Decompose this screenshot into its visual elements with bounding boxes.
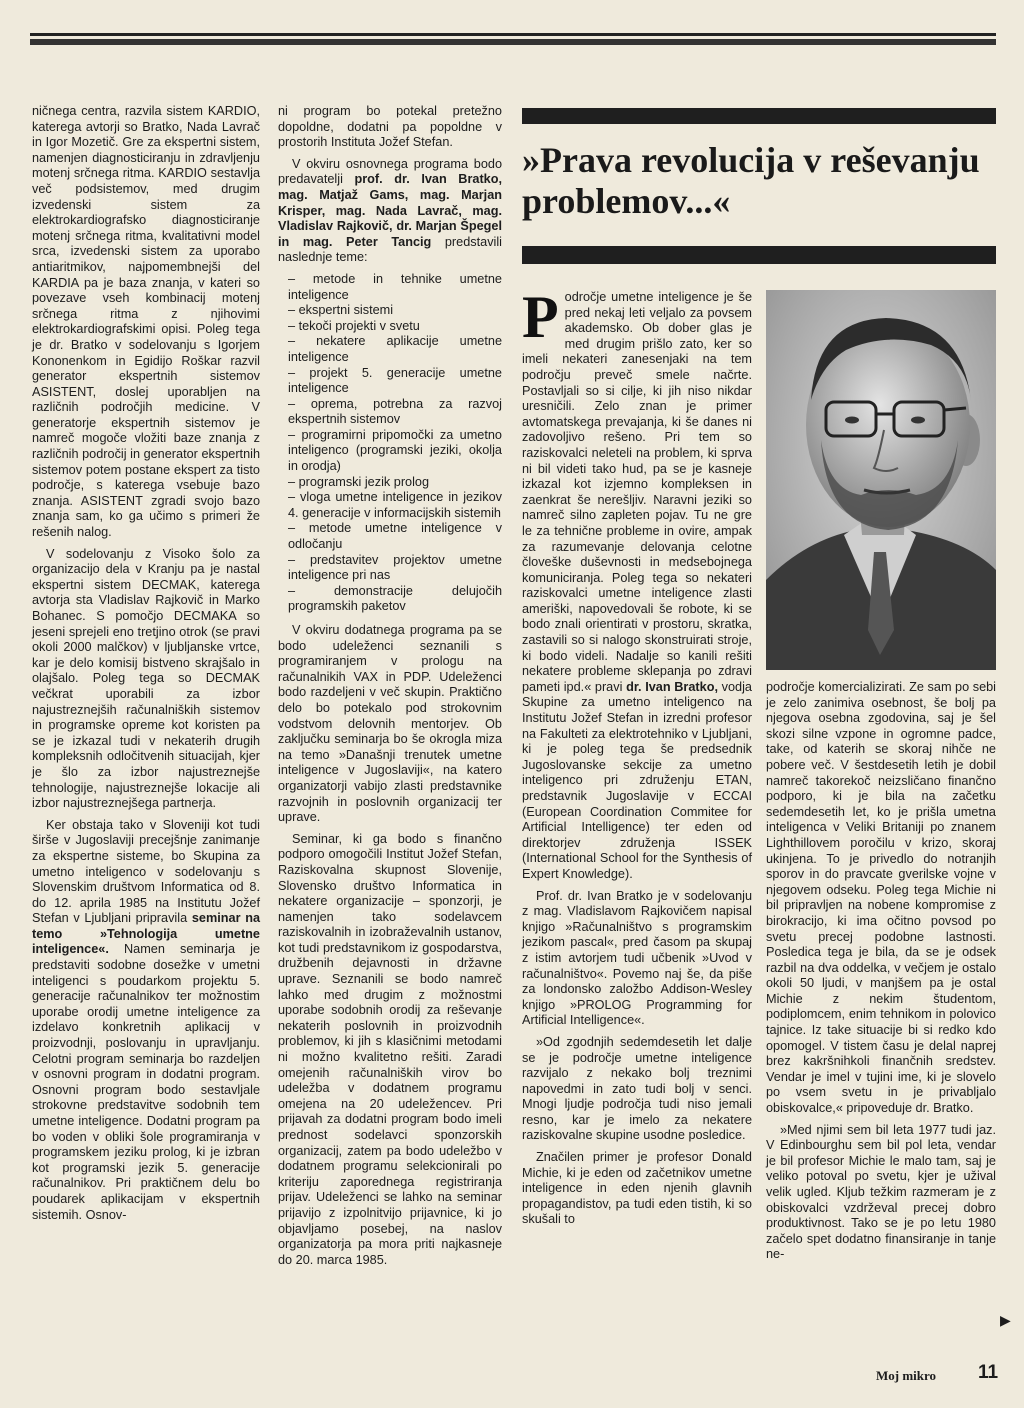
list-item: – programski jezik prolog	[288, 474, 430, 489]
list-item: – programirni pripomočki za umetno inteligenco (programski jeziki, okolja in orodja)	[288, 427, 502, 474]
paragraph	[278, 157, 502, 266]
paragraph: »Od zgodnjih sedemdesetih let dalje se je področje umetne inteligence razvijalo z nekako bolj treznimi napovedmi in zato tudi bolj v senci. Mnogi ljudje področja tudi niso jemali resno, kar je imelo za nekatere raziskovalne skupine usodne posledice.	[522, 1034, 752, 1143]
list-item: – vloga umetne inteligence in jezikov 4. generacije v informacijskih sistemih	[288, 490, 502, 520]
paragraph: »Med njimi sem bil leta 1977 tudi jaz. V Edinbourghu sem bil pol leta, vendar je bil profesor Michie le malo tam, saj je veliko potoval po svetu, kjer je užival velik ugled. Kljub težkim razmeram je z obiskovalci vzdrževal precej dobro produktivnost. Tako se je po letu 1980 začelo spet dodatno finansiranje in tanje ne-	[766, 1122, 996, 1262]
lecturer-names: prof. dr. Ivan Bratko, mag. Matjaž Gams, mag. Marjan Krisper, mag. Nada Lavrač, mag. Vladislav Rajkovič, dr. Marjan Špegel in mag. Peter Tancig	[278, 172, 502, 249]
interviewee-name: dr. Ivan Bratko,	[626, 679, 718, 694]
text-run: V okviru osnovnega programa bodo predavatelji	[278, 156, 502, 187]
list-item: – demonstracije delujočih programskih paketov	[288, 583, 502, 614]
text-run: odročje umetne inteligence je še pred nekaj leti veljalo za povsem akademsko. Ob dober glas je med drugim prišlo zato, ker so imeli nekateri zanesenjaki na tem področju preveč smele načrte. Postavljali so si cilje, ki jih niso nikdar uresničili. Zelo znan je primer avtomatskega prevajanja, ki še danes ni zadovoljivo rešeno. Pri tem so raziskovalci neleteli na problem, ki sprva ni bil videti tako hud, pa se je kasneje izkazal kot izjemno kompleksen in zaenkrat še nerešljiv. Naravni jeziki so namreč silno zapleten pojav. Tu ne gre le za tehnične probleme in ovire, ampak za razumevanje delovanja celotne človeške duševnosti in medsebojnega komuniciranja. Poleg tega so nekateri raziskovalci umetne inteligence zlasti ameriški, napovedovali še robote, ki se bodo znali orientirati v prostoru, skratka, zastavili so si nalogo skonstruirati stroje, ki bodo videli. Nadalje so kanili rešiti nekatere probleme sklepanja po zdravi pameti ipd.« pravi	[522, 290, 752, 694]
paragraph: Prof. dr. Ivan Bratko je v sodelovanju z mag. Vladislavom Rajkovičem napisal knjigo »Računalništvo s programskim jezikom pascal«, pred časom pa skupaj z istim avtorjem tudi učbenik »Uvod v računalništvo«. Povemo naj še, da piše za londonsko založbo Addison-Wesley knjigo »PROLOG Programming for Artificial Intelligence«.	[522, 888, 752, 1028]
column-2	[278, 104, 502, 1274]
list-item: – tekoči projekti v svetu	[288, 318, 420, 333]
column-4	[766, 680, 996, 1269]
paragraph	[522, 284, 752, 883]
seminar-title: seminar na temo »Tehnologija umetne inteligence«.	[32, 911, 261, 957]
list-item: – metode umetne inteligence v odločanju	[288, 521, 502, 552]
text-run: Namen seminarja je predstaviti sodobne dosežke v umetni inteligenci s poudarkom projektu 5. generacije računalnikov ter možnostim uporabe orodij umetne inteligence za izdelavo konkretnih aplikacij v proizvodnji, poslovanju in upravljanju. Celotni program seminarja bo razdeljen v osnovni program in dodatni program. Osnovni program bodo sestavljale strokovne predstavitve sodobnih tem umetne inteligence. Dodatni program pa bo voden v obliki šole programiranja v programskem jeziku prolog, ki je izbran kot programski jezik 5. generacije računalnikov. Pri praktičnem delu bo poudarek aplikacijam v ekspertnih sistemih. Osnov-	[32, 942, 260, 1222]
paragraph: V okviru dodatnega programa pa se bodo udeleženci seznanili s programiranjem v prologu na računalnikih VAX in PDP. Udeleženci bodo razdeljeni v več skupin. Praktično delo bo potekalo pod strokovnim vodstvom delovnih mentorjev. Ob zaključku seminarja bo še okrogla miza na temo »Današnji trenutek umetne inteligence v Jugoslaviji«, na katero organizatorji vabijo zlasti predstavnike razvojnih in poslovnih organizacij ter uprave.	[278, 623, 502, 825]
paragraph: ničnega centra, razvila sistem KARDIO, katerega avtorji so Bratko, Nada Lavrač in Igor Mozetič. Gre za ekspertni sistem, namenjen diagnosticiranju in zdravljenju motenj srčnega ritma. KARDIO sestavlja več podsistemov, med drugim izvedenski sistem za elektrokardiografsko diagnosticiranje motenj srčnega ritma, kvalitativni model srca, izvedenski sistem za uporabo antiaritmikov, najpomembnejši del KARDIA pa je baza znanja, v kateri so povezave vseh kombinacij motenj srčnega ritma z njihovimi elektrokardiografskimi opisi. Poleg tega je dr. Bratko v sodelovanju s Igorjem Kononenkom in Egidijo Roškar razvil generator ekspertnih sistemov ASISTENT, doslej uporabljen na različnih področjih medicine. V generatorje ekspertnih sistemov je namreč mogoče vložiti baze znanja z različnih področij in generator ekspertnih sistemov potem postane ekspert za tisto področje, s katerega vsebuje bazo znanja. ASISTENT zgradi svojo bazo znanja sam, ko ga učimo s primeri že rešenih nalog.	[32, 104, 260, 540]
list-item: – metode in tehnike umetne inteligence	[288, 271, 502, 302]
continue-arrow-icon: ▶	[1000, 1312, 1011, 1328]
headline-bar-top	[522, 108, 996, 124]
topic-list	[278, 272, 502, 615]
list-item: – ekspertni sistemi	[288, 303, 394, 318]
drop-cap: P	[522, 284, 559, 350]
headline: »Prava revolucija v reševanju problemov...«	[522, 140, 980, 221]
list-item: – nekatere aplikacije umetne inteligence	[288, 334, 502, 364]
text-run: Ker obstaja tako v Sloveniji kot tudi širše v Jugoslaviji precejšnje zanimanje za ekspertne sisteme, bo Skupina za umetno inteligenco v sodelovanju s Slovenskim društvom Informatica od 8. do 12. aprila 1985 na Institutu Jožef Stefan v Ljubljani pripravila	[32, 817, 260, 926]
paragraph: ni program bo potekal pretežno dopoldne, dodatni pa popoldne v prostorih Instituta Jožef Stefan.	[278, 104, 502, 150]
top-rule-thick	[30, 39, 996, 45]
column-3	[522, 284, 752, 1234]
top-rule	[30, 33, 996, 36]
magazine-name: Moj mikro	[876, 1368, 937, 1383]
text-run: vodja Skupine za umetno inteligenco na Institutu Jožef Stefan in izredni profesor na Fakulteti za elektrotehniko v Ljubljani, ki je poleg tega še predsednik Jugoslovanske sekcije za umetno inteligenco pri združenju ETAN, predstavnik Jugoslavije v ECCAI (European Coordination Commitee for Artificial Intelligence) ter eden od direktorjev združenja ISSEK (International School for the Synthesis of Expert Knowledge).	[522, 679, 752, 881]
paragraph: Značilen primer je profesor Donald Michie, ki je eden od začetnikov umetne inteligence in eden njenih glavnih propagandistov, pa tudi eden tistih, ki so skušali to	[522, 1150, 752, 1227]
page-number: 11	[978, 1362, 999, 1383]
paragraph: Seminar, ki ga bodo s finančno podporo omogočili Institut Jožef Stefan, Raziskovalna skupnost Slovenije, Slovensko društvo Informatica in nekatere organizacije – sponzorji, je namenjen tako sodelavcem raziskovalnih in izobraževalnih ustanov, kot tudi predstavnikom iz gospodarstva, družbenih dejavnosti in državne uprave. Seznanili se bodo namreč lahko med drugim z možnostmi uporabe sodobnih orodij za reševanje nekaterih poslovnih in proizvodnih problemov, ki jih s klasičnimi metodami ni možno kvalitetno rešiti. Zaradi omejenih računalniških virov bo udeležba v dodatnem programu omejena na 20 udeležencev. Pri prijavah za dodatni program bodo imeli prednost sodelavci sponzorskih organizacij, zatem pa bodo udeležbo v dodatnem programu selekcionirali po kriteriju zaporednega registriranja prijav. Udeleženci se lahko na seminar prijavijo z izpolnitvijo prijavnice, ki jo objavljamo posebej, na naslov organizatorja pa mora priti najkasneje do 20. marca 1985.	[278, 831, 502, 1267]
list-item: – projekt 5. generacije umetne inteligence	[288, 365, 502, 396]
column-1	[32, 104, 260, 1229]
paragraph: področje komercializirati. Ze sam po sebi je zelo zanimiva osebnost, še bolj pa njegova osebna zgodovina, saj je šel skozi silne vzpone in ogromne padce, take, od katerih se skoraj nihče ne pobere več. V šestdesetih letih je dobil namreč takorekoč neizsličano finančno podporo, ki je bila na začetku sedemdesetih let, ko je prišla umetna inteligenca v Veliki Britaniji po znanem Lighthillovem poročilu v krizo, skoraj ukinjena. To je privedlo do notranjih sporov in do pravcate gverilske vojne v njegovem odseku. Poleg tega Michie ni bil pripravljen na nobene kompromise z birokracijo, ki ima očitno povsod po svetu precej podobne lastnosti. Posledica tega je bila, da se je odsek razbil na dva oddelka, v večjem je ostalo okoli 50 ljudi, v manjšem pa je ostal Michie z nekim študentom, podiplomcem, enim tehnikom in polovico tajnice. Iz take situacije bi si redko kdo opomogel. V tistem času je delal naprej brez kakršnihkoli finančnih sredstev. Vendar je imel v tujini ime, ki je slovelo po vsem svetu in je privabljalo obiskovalce,« pripoveduje dr. Bratko.	[766, 680, 996, 1116]
paragraph: V sodelovanju z Visoko šolo za organizacijo dela v Kranju pa je nastal ekspertni sistem DECMAK, katerega avtorja sta Vladislav Rajkovič in Marko Bohanec. S pomočjo DECMAKA so jeseni sprejeli eno tretjino otrok (se pravi okoli 2000 malčkov) v ljubljanske vrtce, kar je delo komisij bistveno skrajšalo in olajšalo. Poleg tega so DECMAK večkrat uporabili za izbor najustreznejših računalniških sistemov in programske opreme kot koristen pa se je izkazal tudi v nekaterih drugih kompleksnih odločitvenih situacijah, kjer je šlo za izbor najustreznejše tehnologije, najustreznejše lokacije ali izbor najustreznejšega partnerja.	[32, 546, 260, 811]
list-item: – oprema, potrebna za razvoj ekspertnih sistemov	[288, 396, 502, 427]
portrait-photo	[766, 290, 996, 670]
list-item: – predstavitev projektov umetne inteligence pri nas	[288, 552, 502, 583]
paragraph	[32, 818, 260, 1223]
text-run: predstavili naslednje teme:	[278, 234, 502, 265]
headline-bar-bottom	[522, 246, 996, 264]
